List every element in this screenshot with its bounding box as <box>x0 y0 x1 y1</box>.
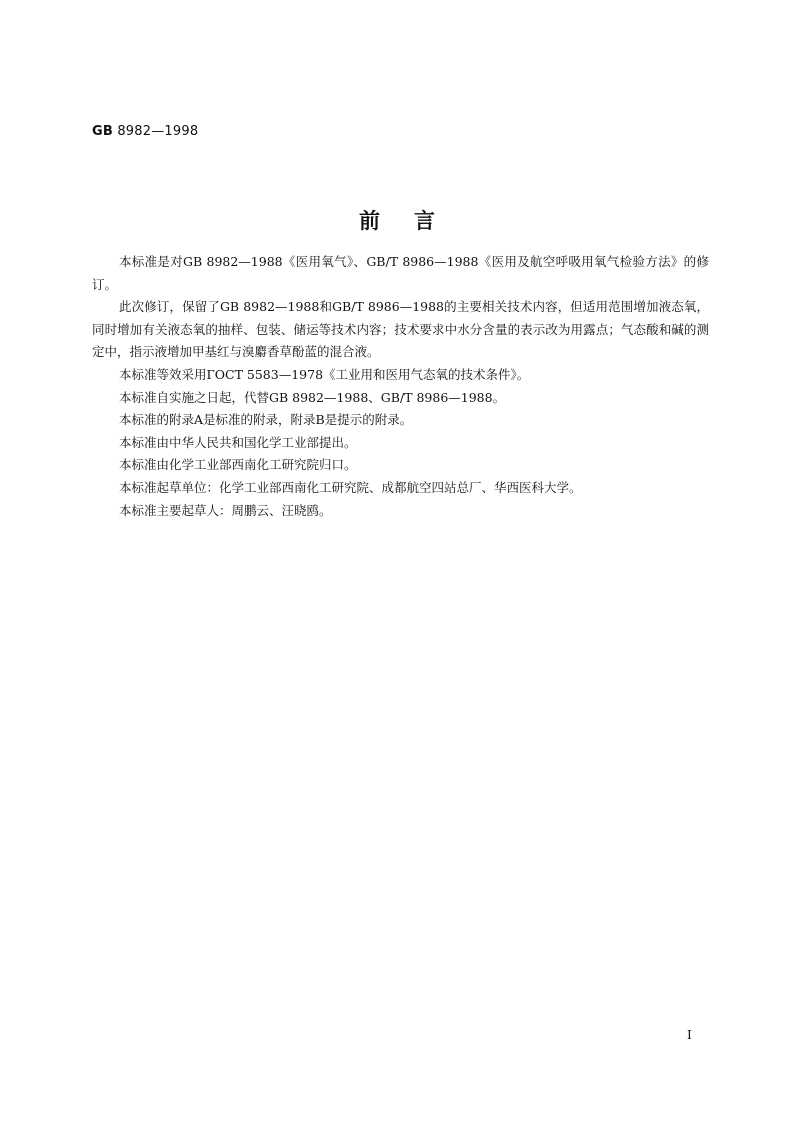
paragraph: 本标准等效采用ГОСТ 5583—1978《工业用和医用气态氧的技术条件》。 <box>119 366 530 382</box>
foreword-body <box>92 251 709 522</box>
paragraph: 本标准主要起草人：周鹏云、汪晓鸥。 <box>119 502 332 518</box>
paragraph: 本标准由化学工业部西南化工研究院归口。 <box>119 457 357 473</box>
page-title: 前言 <box>359 209 469 233</box>
paragraph: 此次修订，保留了GB 8982—1988和GB/T 8986—1988的主要相关技术内容，但适用范围增加液态氧，同时增加有关液态氧的抽样、包装、储运等技术内容；技术要求中水分含量的表示改为用露点；气态酸和碱的测定中，指示液增加甲基红与溴麝香草酚蓝的混合液。 <box>92 299 709 360</box>
paragraph: 本标准由中华人民共和国化学工业部提出。 <box>119 434 357 450</box>
paragraph: 本标准是对GB 8982—1988《医用氧气》、GB/T 8986—1988《医用及航空呼吸用氧气检验方法》的修订。 <box>92 254 709 292</box>
page-number: I <box>687 1028 692 1042</box>
paragraph: 本标准自实施之日起，代替GB 8982—1988、GB/T 8986—1988。 <box>119 389 506 405</box>
standard-prefix: GB <box>92 124 113 139</box>
standard-number: 8982—1998 <box>117 124 199 139</box>
paragraph: 本标准起草单位：化学工业部西南化工研究院、成都航空四站总厂、华西医科大学。 <box>119 479 582 495</box>
standard-code <box>92 124 198 139</box>
paragraph: 本标准的附录A是标准的附录，附录B是提示的附录。 <box>119 412 413 428</box>
